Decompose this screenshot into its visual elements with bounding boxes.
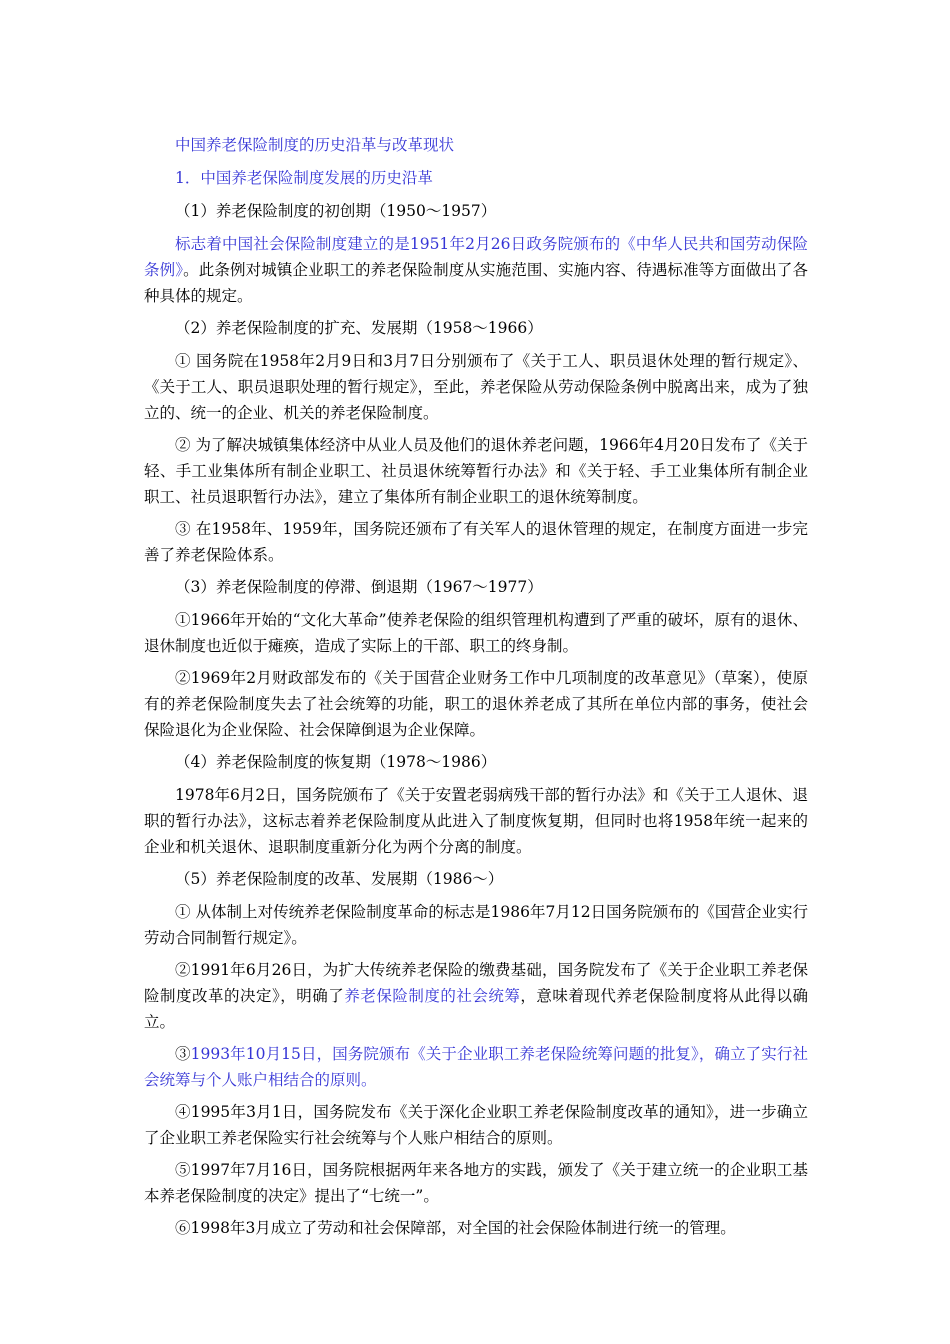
period-5-item-2-text-b: ，意味着现代养老保险制度将从此得以确立。 [144, 987, 808, 1031]
period-5-item-2-text-a: ②1991年6月26日，为扩大传统养老保险的缴费基础，国务院发布了《关于企业职工养老保险制度改革的决定》，明确了 [144, 961, 808, 1005]
period-3-heading: （3）养老保险制度的停滞、倒退期（1967～1977） [175, 578, 543, 596]
period-1-text: 。此条例对城镇企业职工的养老保险制度从实施范围、实施内容、待遇标准等方面做出了各种具体的规定。 [144, 261, 808, 305]
period-4-paragraph: 1978年6月2日，国务院颁布了《关于安置老弱病残干部的暂行办法》和《关于工人退休、退职的暂行办法》，这标志着养老保险制度从此进入了制度恢复期，但同时也将1958年统一起来的企业和机关退休、退职制度重新分化为两个分离的制度。 [144, 786, 808, 856]
period-5-item-2-highlight: 养老保险制度的社会统筹 [344, 987, 521, 1005]
period-5-heading: （5）养老保险制度的改革、发展期（1986～） [175, 870, 504, 888]
period-5-item-1: ① 从体制上对传统养老保险制度革命的标志是1986年7月12日国务院颁布的《国营企业实行劳动合同制暂行规定》。 [144, 903, 808, 947]
period-2-item-1: ① 国务院在1958年2月9日和3月7日分别颁布了《关于工人、职员退休处理的暂行规定》、《关于工人、职员退职处理的暂行规定》，至此，养老保险从劳动保险条例中脱离出来，成为了独立的、统一的企业、机关的养老保险制度。 [144, 352, 808, 422]
document-title: 中国养老保险制度的历史沿革与改革现状 [175, 136, 455, 154]
period-5-item-3-marker: ③ [175, 1045, 191, 1063]
section-1-heading: 1．中国养老保险制度发展的历史沿革 [175, 169, 433, 187]
period-2-item-3: ③ 在1958年、1959年，国务院还颁布了有关军人的退休管理的规定，在制度方面进一步完善了养老保险体系。 [144, 520, 808, 564]
document-body [144, 132, 808, 1247]
period-5-item-4: ④1995年3月1日，国务院发布《关于深化企业职工养老保险制度改革的通知》，进一步确立了企业职工养老保险实行社会统筹与个人账户相结合的原则。 [144, 1103, 808, 1147]
period-1-heading: （1）养老保险制度的初创期（1950～1957） [175, 202, 497, 220]
period-2-item-2: ② 为了解决城镇集体经济中从业人员及他们的退休养老问题，1966年4月20日发布了《关于轻、手工业集体所有制企业职工、社员退休统筹暂行办法》和《关于轻、手工业集体所有制企业职工、社员退职暂行办法》，建立了集体所有制企业职工的退休统筹制度。 [144, 436, 808, 506]
period-1-paragraph [144, 231, 808, 309]
period-3-item-1: ①1966年开始的“文化大革命”使养老保险的组织管理机构遭到了严重的破坏，原有的退休、退休制度也近似于瘫痪，造成了实际上的干部、职工的终身制。 [144, 611, 808, 655]
period-3-item-2: ②1969年2月财政部发布的《关于国营企业财务工作中几项制度的改革意见》（草案），使原有的养老保险制度失去了社会统筹的功能，职工的退休养老成了其所在单位内部的事务，使社会保险退化为企业保险、社会保障倒退为企业保障。 [144, 669, 808, 739]
period-2-heading: （2）养老保险制度的扩充、发展期（1958～1966） [175, 319, 543, 337]
period-5-item-3 [144, 1041, 808, 1093]
period-5-item-2 [144, 957, 808, 1035]
period-5-item-5: ⑤1997年7月16日，国务院根据两年来各地方的实践，颁发了《关于建立统一的企业职工基本养老保险制度的决定》提出了“七统一”。 [144, 1161, 808, 1205]
period-5-item-3-highlight: 1993年10月15日，国务院颁布《关于企业职工养老保险统筹问题的批复》，确立了实行社会统筹与个人账户相结合的原则。 [144, 1045, 808, 1089]
period-5-item-6: ⑥1998年3月成立了劳动和社会保障部，对全国的社会保险体制进行统一的管理。 [175, 1219, 736, 1237]
period-4-heading: （4）养老保险制度的恢复期（1978～1986） [175, 753, 497, 771]
period-1-highlight: 标志着中国社会保险制度建立的是1951年2月26日政务院颁布的《中华人民共和国劳动保险条例》 [144, 235, 808, 279]
